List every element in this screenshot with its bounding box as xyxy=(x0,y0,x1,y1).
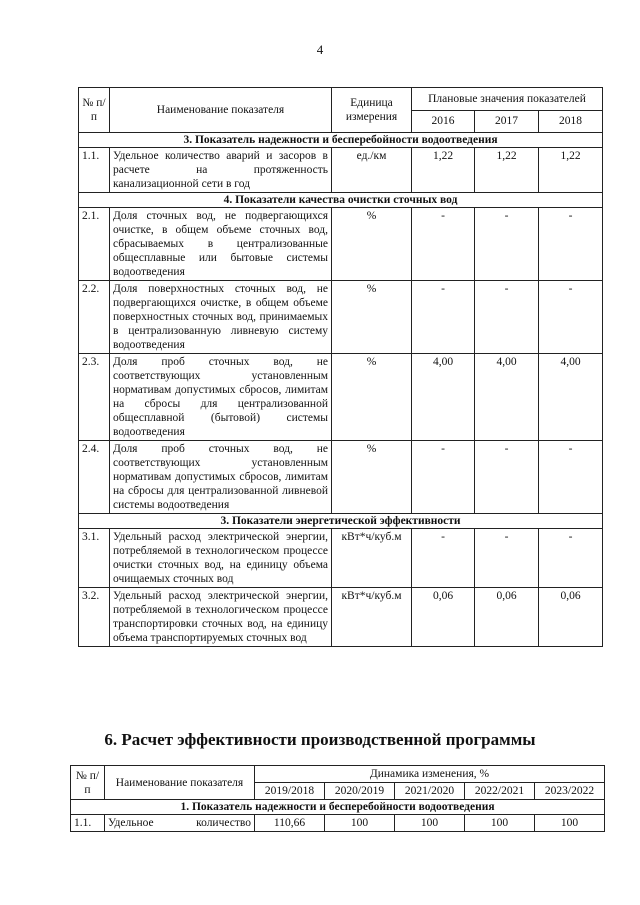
row-name: Доля поверхностных сточных вод, не подвергающихся очистке, в общем объеме поверхностных сточных вод, принимаемых в централизованную ливневую систему водоотведения xyxy=(110,281,332,354)
section-title: 1. Показатель надежности и бесперебойности водоотведения xyxy=(71,800,605,815)
section-6-heading: 6. Расчет эффективности производственной программы xyxy=(104,730,536,749)
row-unit: % xyxy=(332,354,412,441)
row-name: Удельный расход электрической энергии, потребляемой в технологическом процессе очистки сточных вод, на единицу объема очищаемых сточных вод xyxy=(110,529,332,588)
row-value: 1,22 xyxy=(539,148,603,193)
header-planned: Плановые значения показателей xyxy=(412,88,603,111)
row-name: Доля сточных вод, не подвергающихся очистке, в общем объеме сточных вод, сбрасываемых в централизованные общесплавные или бытовые системы водоотведения xyxy=(110,208,332,281)
row-name: Удельное количество xyxy=(105,815,255,832)
section-title: 4. Показатели качества очистки сточных вод xyxy=(79,193,603,208)
row-value: - xyxy=(475,281,539,354)
row-name: Доля проб сточных вод, не соответствующих установленным нормативам допустимых сбросов, лимитам на сбросы для централизованной ливневой системы водоотведения xyxy=(110,441,332,514)
row-value: 4,00 xyxy=(412,354,475,441)
row-unit: % xyxy=(332,208,412,281)
row-value: - xyxy=(539,208,603,281)
header-year: 2017 xyxy=(475,110,539,133)
row-value: - xyxy=(475,208,539,281)
row-name: Удельный расход электрической энергии, потребляемой в технологическом процессе транспортировки сточных вод, на единицу объема транспортируемых сточных вод xyxy=(110,588,332,647)
row-value: - xyxy=(539,281,603,354)
row-value: - xyxy=(475,529,539,588)
row-value: 4,00 xyxy=(539,354,603,441)
row-value: - xyxy=(539,441,603,514)
table-row xyxy=(79,529,603,588)
table-row xyxy=(79,148,603,193)
row-unit: кВт*ч/куб.м xyxy=(332,588,412,647)
section-title: 3. Показатель надежности и бесперебойности водоотведения xyxy=(79,133,603,148)
row-value: 0,06 xyxy=(539,588,603,647)
row-value: 110,66 xyxy=(255,815,325,832)
row-num: 2.4. xyxy=(79,441,110,514)
row-name: Доля проб сточных вод, не соответствующих установленным нормативам допустимых сбросов, лимитам на сбросы для централизованной общесплавной (бытовой) системы водоотведения xyxy=(110,354,332,441)
row-unit: % xyxy=(332,281,412,354)
row-value: 1,22 xyxy=(412,148,475,193)
row-value: 0,06 xyxy=(475,588,539,647)
row-value: 0,06 xyxy=(412,588,475,647)
header-dynamics: Динамика изменения, % xyxy=(255,766,605,783)
table-row xyxy=(79,354,603,441)
header-num: № п/п xyxy=(71,766,105,800)
row-value: - xyxy=(412,529,475,588)
row-value: - xyxy=(475,441,539,514)
header-unit: Единица измерения xyxy=(332,88,412,133)
row-value: 100 xyxy=(535,815,605,832)
header-period: 2022/2021 xyxy=(465,783,535,800)
row-num: 1.1. xyxy=(71,815,105,832)
section-title: 3. Показатели энергетической эффективности xyxy=(79,514,603,529)
row-value: 100 xyxy=(465,815,535,832)
header-period: 2021/2020 xyxy=(395,783,465,800)
indicators-table xyxy=(78,87,603,647)
header-period: 2020/2019 xyxy=(325,783,395,800)
row-value: 100 xyxy=(325,815,395,832)
row-value: 4,00 xyxy=(475,354,539,441)
table-row xyxy=(79,281,603,354)
efficiency-table xyxy=(70,765,605,832)
row-value: - xyxy=(412,208,475,281)
header-name: Наименование показателя xyxy=(105,766,255,800)
row-name: Удельное количество аварий и засоров в расчете на протяженность канализационной сети в год xyxy=(110,148,332,193)
row-unit: кВт*ч/куб.м xyxy=(332,529,412,588)
row-value: - xyxy=(539,529,603,588)
row-value: - xyxy=(412,441,475,514)
row-unit: % xyxy=(332,441,412,514)
row-num: 2.1. xyxy=(79,208,110,281)
row-num: 3.1. xyxy=(79,529,110,588)
row-num: 1.1. xyxy=(79,148,110,193)
header-period: 2023/2022 xyxy=(535,783,605,800)
header-year: 2018 xyxy=(539,110,603,133)
row-num: 2.2. xyxy=(79,281,110,354)
table-row xyxy=(79,441,603,514)
row-unit: ед./км xyxy=(332,148,412,193)
header-year: 2016 xyxy=(412,110,475,133)
row-value: 100 xyxy=(395,815,465,832)
row-num: 3.2. xyxy=(79,588,110,647)
header-num: № п/п xyxy=(79,88,110,133)
row-value: 1,22 xyxy=(475,148,539,193)
row-num: 2.3. xyxy=(79,354,110,441)
table-row xyxy=(79,588,603,647)
table-row xyxy=(79,208,603,281)
page-number: 4 xyxy=(316,42,324,57)
table-row xyxy=(71,815,605,832)
header-period: 2019/2018 xyxy=(255,783,325,800)
header-name: Наименование показателя xyxy=(110,88,332,133)
row-value: - xyxy=(412,281,475,354)
